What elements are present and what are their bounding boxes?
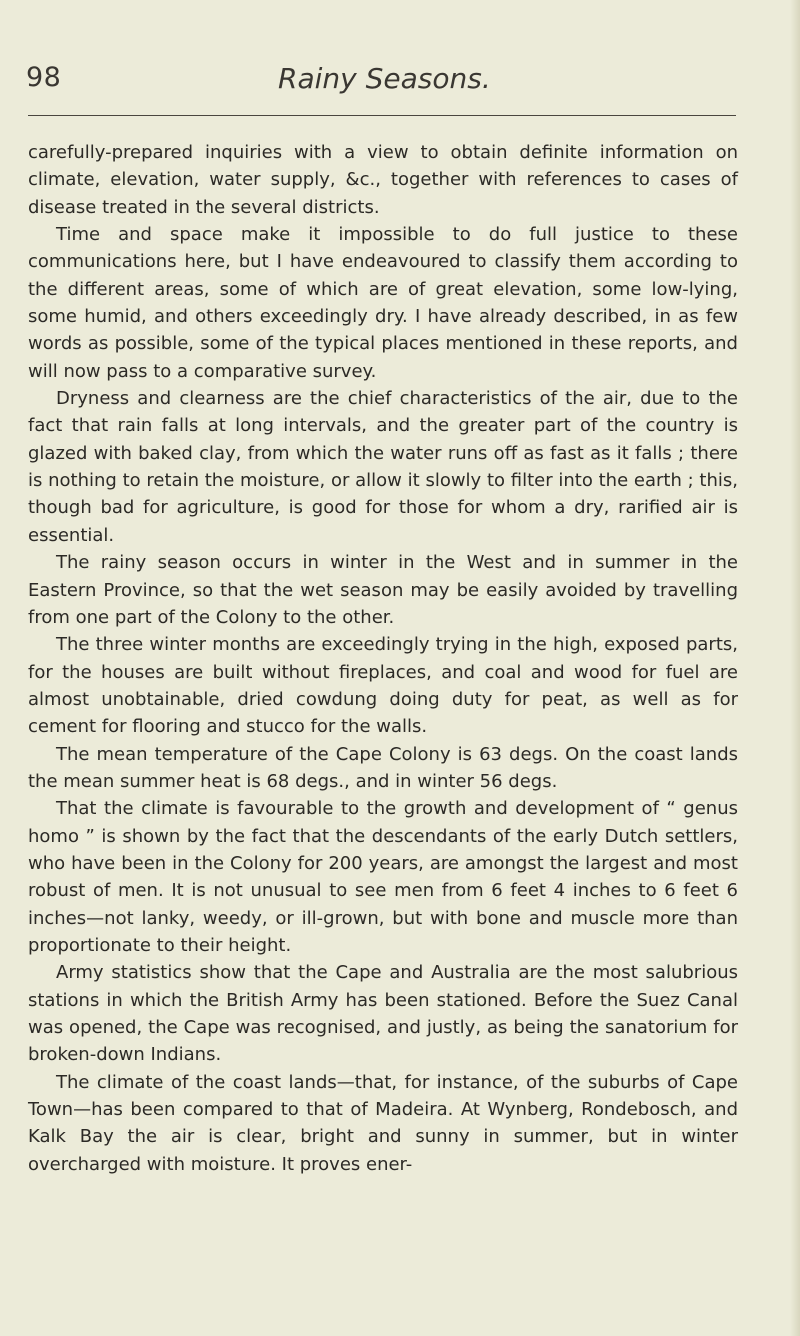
paragraph: The three winter months are exceedingly trying in the high, exposed parts, for the houses are built without fireplaces, and coal and wood for fuel are almost unobtainable, dried cowdung doing duty for peat, as well as for cement for flooring and stucco for the walls. (28, 634, 738, 738)
paragraph: carefully-prepared inquiries with a view to obtain definite information on climate, elevation, water supply, &c., together with references to cases of disease treated in the several districts. (28, 142, 738, 218)
paragraph: Time and space make it impossible to do full justice to these communications here, but I have endeavoured to classify them according to the different areas, some of which are of great elevation, some low-lying, some humid, and others exceedingly dry. I have already described, in as few words as possible, some of the typical places mentioned in these reports, and will now pass to a comparative survey. (28, 224, 738, 382)
paragraph: The climate of the coast lands—that, for instance, of the suburbs of Cape Town—has been compared to that of Madeira. At Wynberg, Rondebosch, and Kalk Bay the air is clear, bright and sunny in summer, but in winter overcharged with moisture. It proves ener- (28, 1071, 738, 1175)
running-title: Rainy Seasons. (278, 62, 491, 95)
body-text (28, 139, 738, 1178)
paragraph: The mean temperature of the Cape Colony is 63 degs. On the coast lands the mean summer heat is 68 degs., and in winter 56 degs. (28, 743, 738, 792)
paragraph: The rainy season occurs in winter in the West and in summer in the Eastern Province, so that the wet season may be easily avoided by travelling from one part of the Colony to the other. (28, 552, 738, 628)
header-rule (28, 115, 736, 116)
page-header (26, 48, 736, 108)
paragraph: That the climate is favourable to the growth and development of “ genus homo ” is shown by the fact that the descendants of the early Dutch settlers, who have been in the Colony for 200 years, are amongst the largest and most robust of men. It is not unusual to see men from 6 feet 4 inches to 6 feet 6 inches—not lanky, weedy, or ill-grown, but with bone and muscle more than proportionate to their height. (28, 798, 738, 956)
paragraph: Army statistics show that the Cape and Australia are the most salubrious stations in which the British Army has been stationed. Before the Suez Canal was opened, the Cape was recognised, and justly, as being the sanatorium for broken-down Indians. (28, 962, 738, 1066)
page-number: 98 (26, 62, 62, 93)
paragraph: Dryness and clearness are the chief characteristics of the air, due to the fact that rain falls at long intervals, and the greater part of the country is glazed with baked clay, from which the water runs off as fast as it falls ; there is nothing to retain the moisture, or allow it slowly to filter into the earth ; this, though bad for agriculture, is good for those for whom a dry, rarified air is essential. (28, 388, 738, 546)
page-edge (790, 0, 800, 1336)
